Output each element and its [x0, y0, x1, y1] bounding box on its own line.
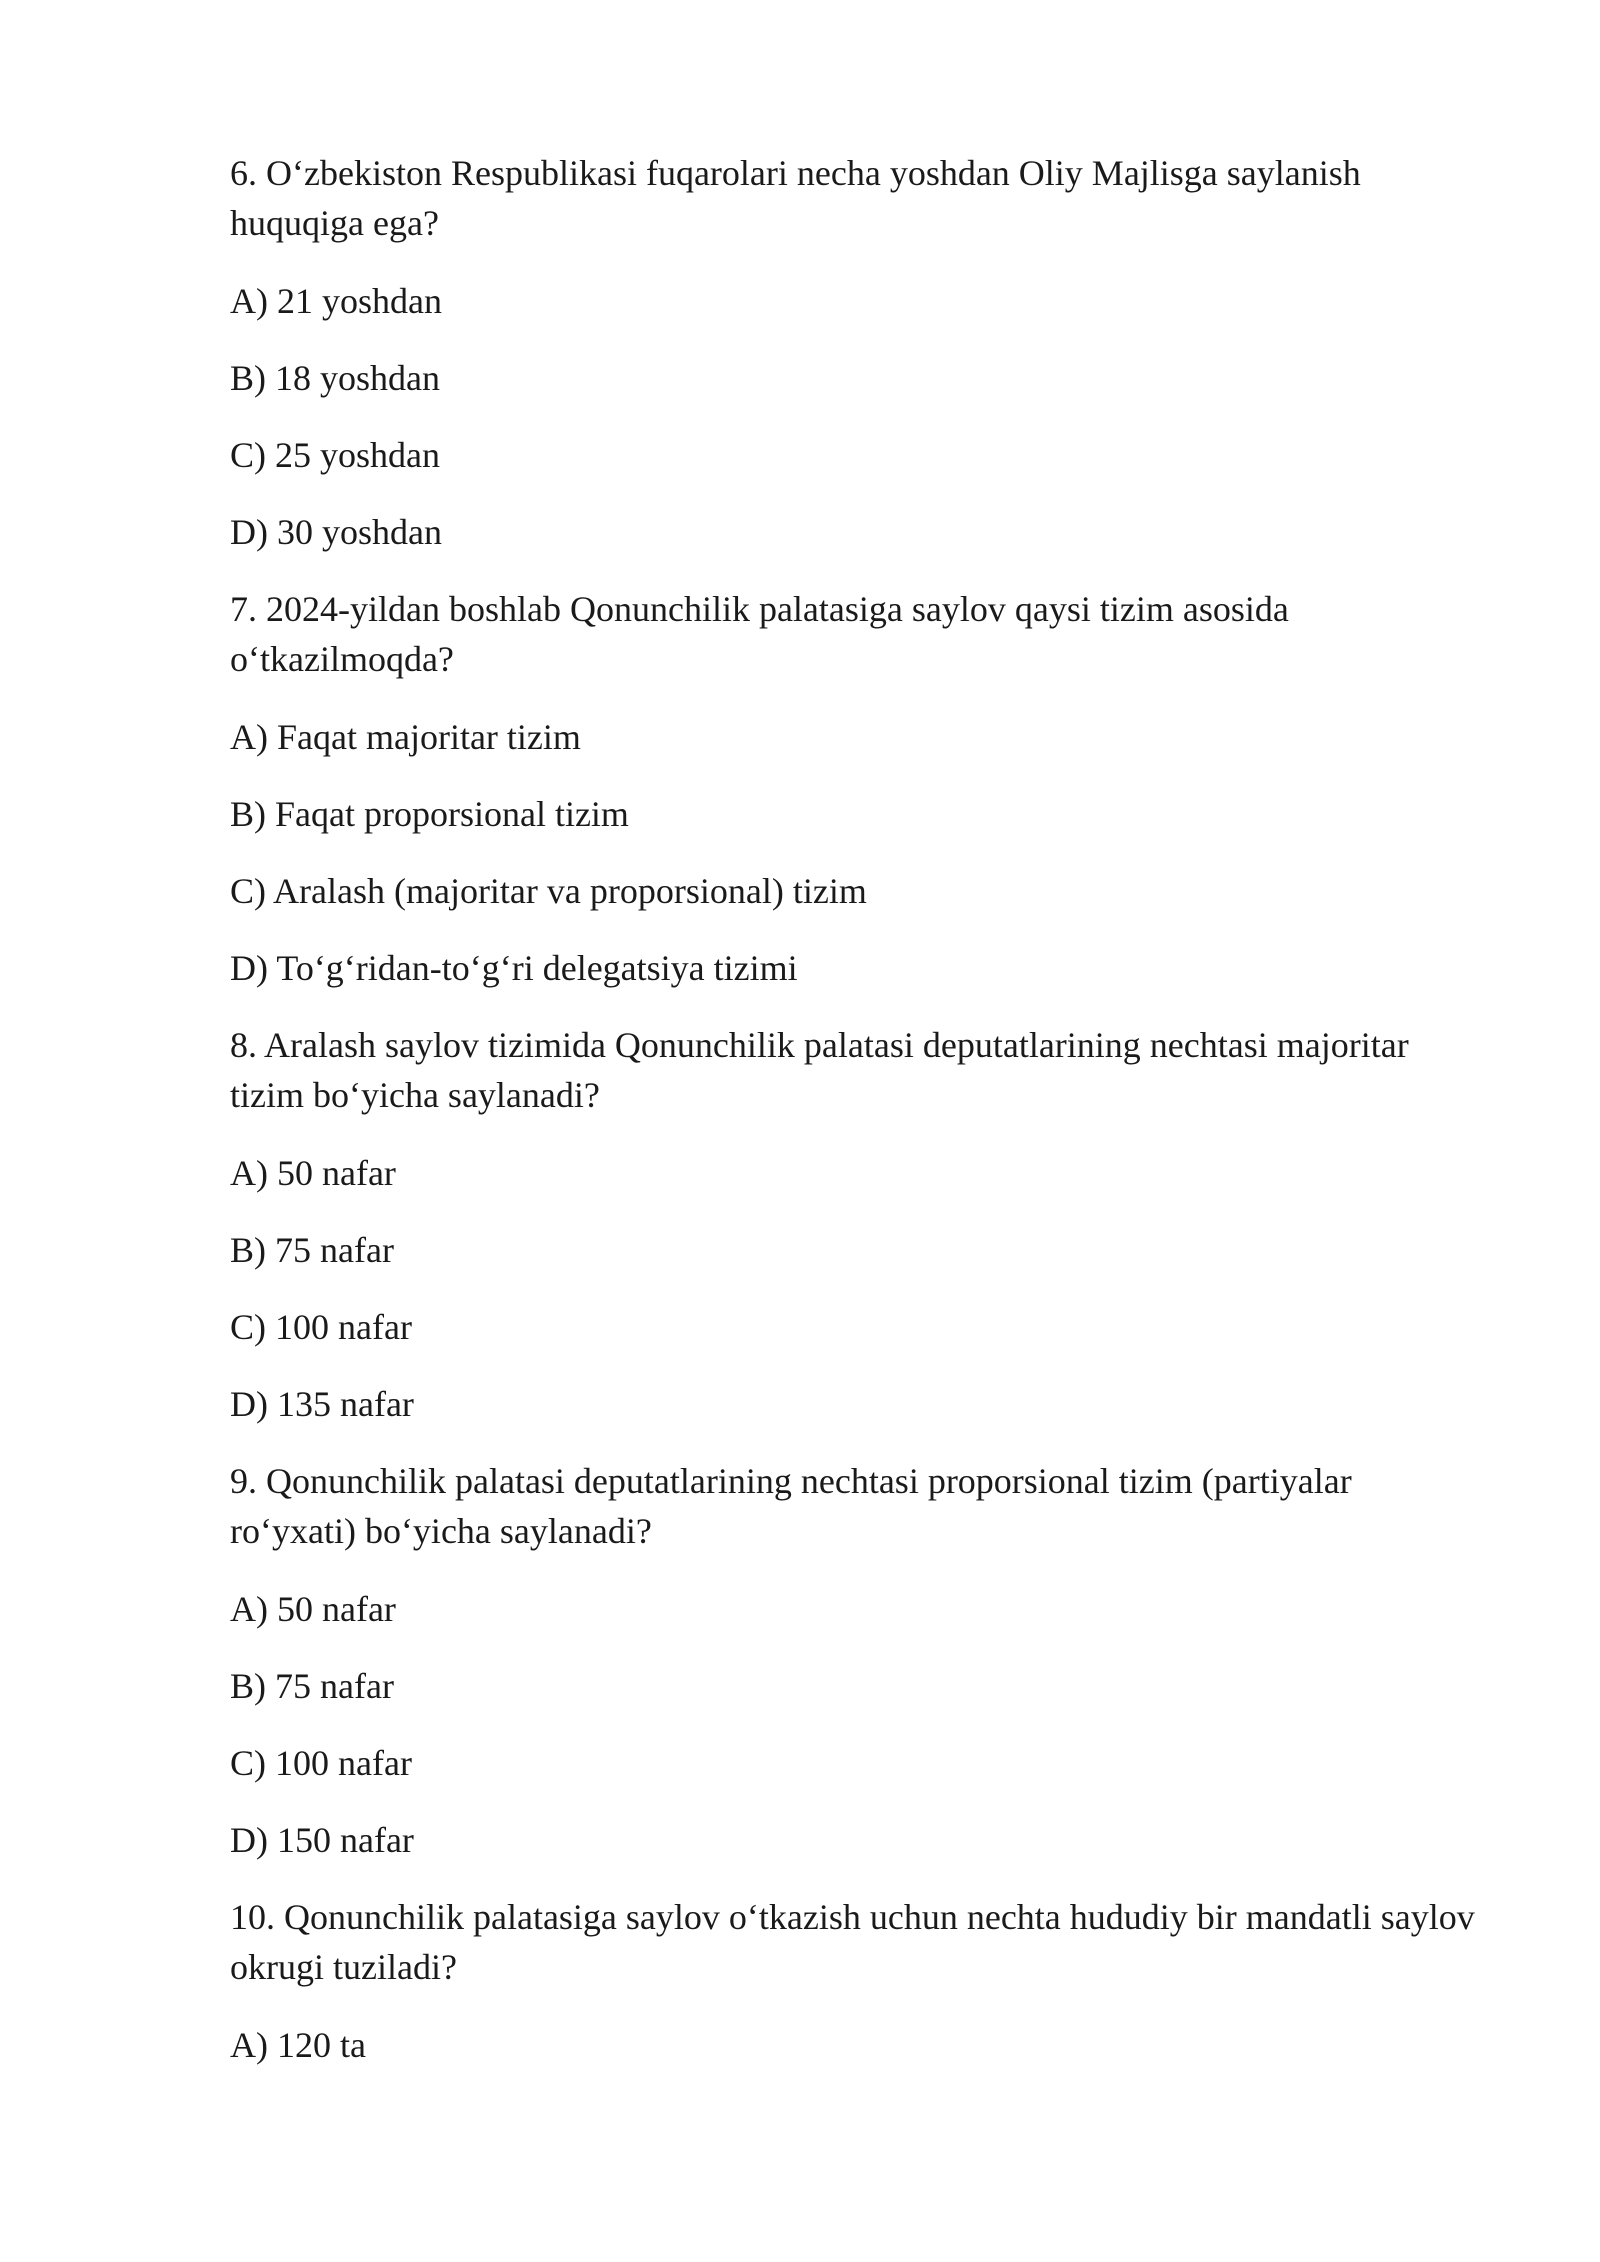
option-c: C) 100 nafar [230, 1307, 412, 1347]
option-a: A) 50 nafar [230, 1153, 396, 1193]
option-a: A) Faqat majoritar tizim [230, 717, 581, 757]
option-a: A) 50 nafar [230, 1589, 396, 1629]
option-a: A) 21 yoshdan [230, 281, 442, 321]
question-8 [230, 1020, 1480, 1429]
option-b: B) Faqat proporsional tizim [230, 794, 629, 834]
option-a: A) 120 ta [230, 2025, 366, 2065]
option-c: C) Aralash (majoritar va proporsional) tizim [230, 871, 867, 911]
question-text: 8. Aralash saylov tizimida Qonunchilik palatasi deputatlarining nechtasi majoritar tizim bo‘yicha saylanadi? [230, 1025, 1409, 1115]
question-7 [230, 584, 1480, 993]
option-c: C) 100 nafar [230, 1743, 412, 1783]
document-page [230, 148, 1480, 2097]
question-text: 6. O‘zbekiston Respublikasi fuqarolari necha yoshdan Oliy Majlisga saylanish huquqiga ega? [230, 153, 1361, 243]
question-6 [230, 148, 1480, 557]
option-b: B) 75 nafar [230, 1230, 394, 1270]
option-b: B) 75 nafar [230, 1666, 394, 1706]
option-d: D) 150 nafar [230, 1820, 414, 1860]
option-b: B) 18 yoshdan [230, 358, 440, 398]
question-text: 9. Qonunchilik palatasi deputatlarining nechtasi proporsional tizim (partiyalar ro‘yxati) bo‘yicha saylanadi? [230, 1461, 1352, 1551]
option-c: C) 25 yoshdan [230, 435, 440, 475]
question-text: 10. Qonunchilik palatasiga saylov o‘tkazish uchun nechta hududiy bir mandatli saylov okrugi tuziladi? [230, 1897, 1475, 1987]
option-d: D) 135 nafar [230, 1384, 414, 1424]
question-10 [230, 1892, 1480, 2070]
option-d: D) To‘g‘ridan-to‘g‘ri delegatsiya tizimi [230, 948, 798, 988]
question-9 [230, 1456, 1480, 1865]
question-text: 7. 2024-yildan boshlab Qonunchilik palatasiga saylov qaysi tizim asosida o‘tkazilmoqda? [230, 589, 1289, 679]
option-d: D) 30 yoshdan [230, 512, 442, 552]
